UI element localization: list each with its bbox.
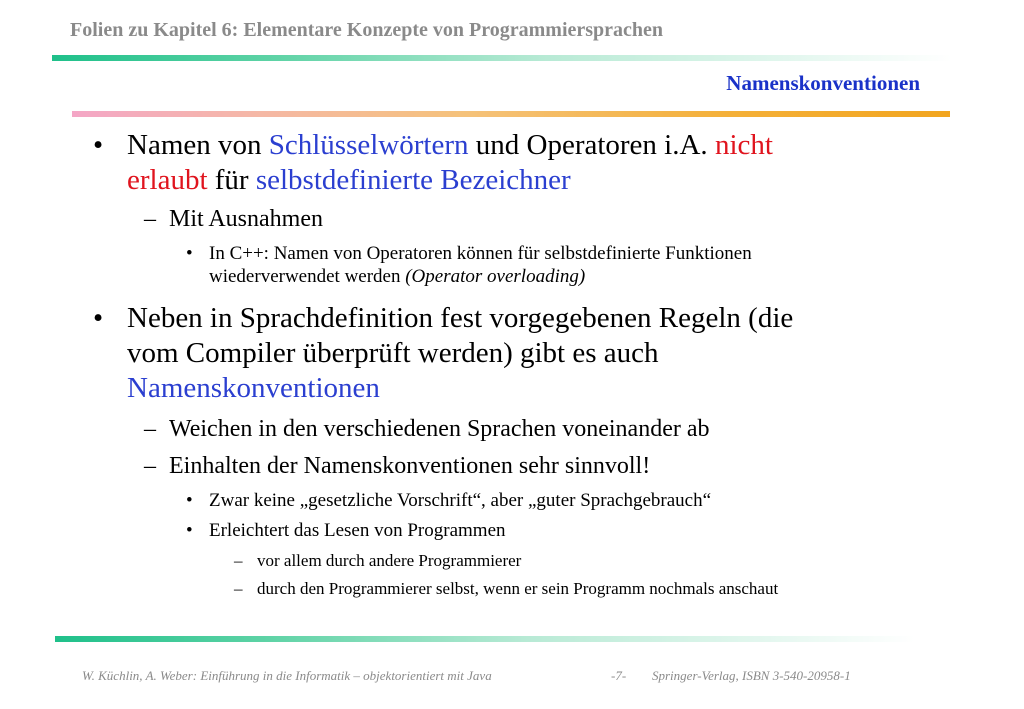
- text-segment: und Operatoren i.A.: [468, 129, 715, 161]
- dash-marker: –: [234, 551, 243, 570]
- dash-marker: –: [234, 579, 243, 598]
- bullet-marker: •: [93, 129, 104, 161]
- footer-authors: W. Küchlin, A. Weber: Einführung in die Informatik – objektorientiert mit Java: [82, 668, 492, 683]
- footer-publisher: Springer-Verlag, ISBN 3-540-20958-1: [652, 668, 851, 683]
- cpp-overloading-line1: In C++: Namen von Operatoren können für selbstdefinierte Funktionen: [209, 243, 752, 264]
- sub-bullet-exceptions: Mit Ausnahmen: [169, 206, 323, 232]
- footer-page-number: -7-: [611, 668, 627, 683]
- identifiers-highlight: selbstdefinierte Bezeichner: [255, 164, 571, 196]
- header-title: Folien zu Kapitel 6: Elementare Konzepte von Programmiersprachen: [70, 19, 664, 41]
- dash-marker: –: [144, 206, 156, 232]
- bullet-marker: •: [186, 520, 193, 541]
- text-segment: wiederverwendet werden: [209, 266, 406, 287]
- keyword-highlight: Schlüsselwörtern: [268, 129, 469, 161]
- bullet-marker: •: [186, 243, 193, 264]
- bullet-naming-conventions-line1: Neben in Sprachdefinition fest vorgegebenen Regeln (die: [127, 302, 794, 334]
- level4-programmer-self: durch den Programmierer selbst, wenn er sein Programm nochmals anschaut: [257, 579, 779, 598]
- bullet-keywords-operators-line2: [127, 163, 977, 198]
- sub-bullet-languages-differ: Weichen in den verschiedenen Sprachen voneinander ab: [169, 416, 710, 442]
- allowed-highlight: erlaubt: [127, 164, 208, 196]
- bullet-keywords-operators: [127, 128, 977, 163]
- bullet-marker: •: [186, 490, 193, 511]
- bullet-naming-conventions-line2: vom Compiler überprüft werden) gibt es auch: [127, 337, 659, 369]
- sub-bullet-follow-conventions: Einhalten der Namenskonventionen sehr sinnvoll!: [169, 453, 651, 479]
- footer-gradient-bar: [55, 636, 915, 642]
- naming-conventions-highlight: Namenskonventionen: [127, 372, 380, 404]
- sub-sub-bullet-readability: Erleichtert das Lesen von Programmen: [209, 520, 506, 541]
- slide-title: Namenskonventionen: [726, 71, 920, 95]
- bullet-marker: •: [93, 302, 104, 334]
- operator-overloading-term: (Operator overloading): [405, 266, 586, 287]
- dash-marker: –: [144, 453, 156, 479]
- text-segment: für: [207, 164, 256, 196]
- level4-other-programmers: vor allem durch andere Programmierer: [257, 551, 522, 570]
- not-highlight: nicht: [714, 129, 773, 161]
- text-segment: Namen von: [127, 129, 269, 161]
- sub-sub-bullet-not-law: Zwar keine „gesetzliche Vorschrift“, aber „guter Sprachgebrauch“: [209, 490, 712, 511]
- dash-marker: –: [144, 416, 156, 442]
- cpp-overloading-line2: [209, 265, 1009, 288]
